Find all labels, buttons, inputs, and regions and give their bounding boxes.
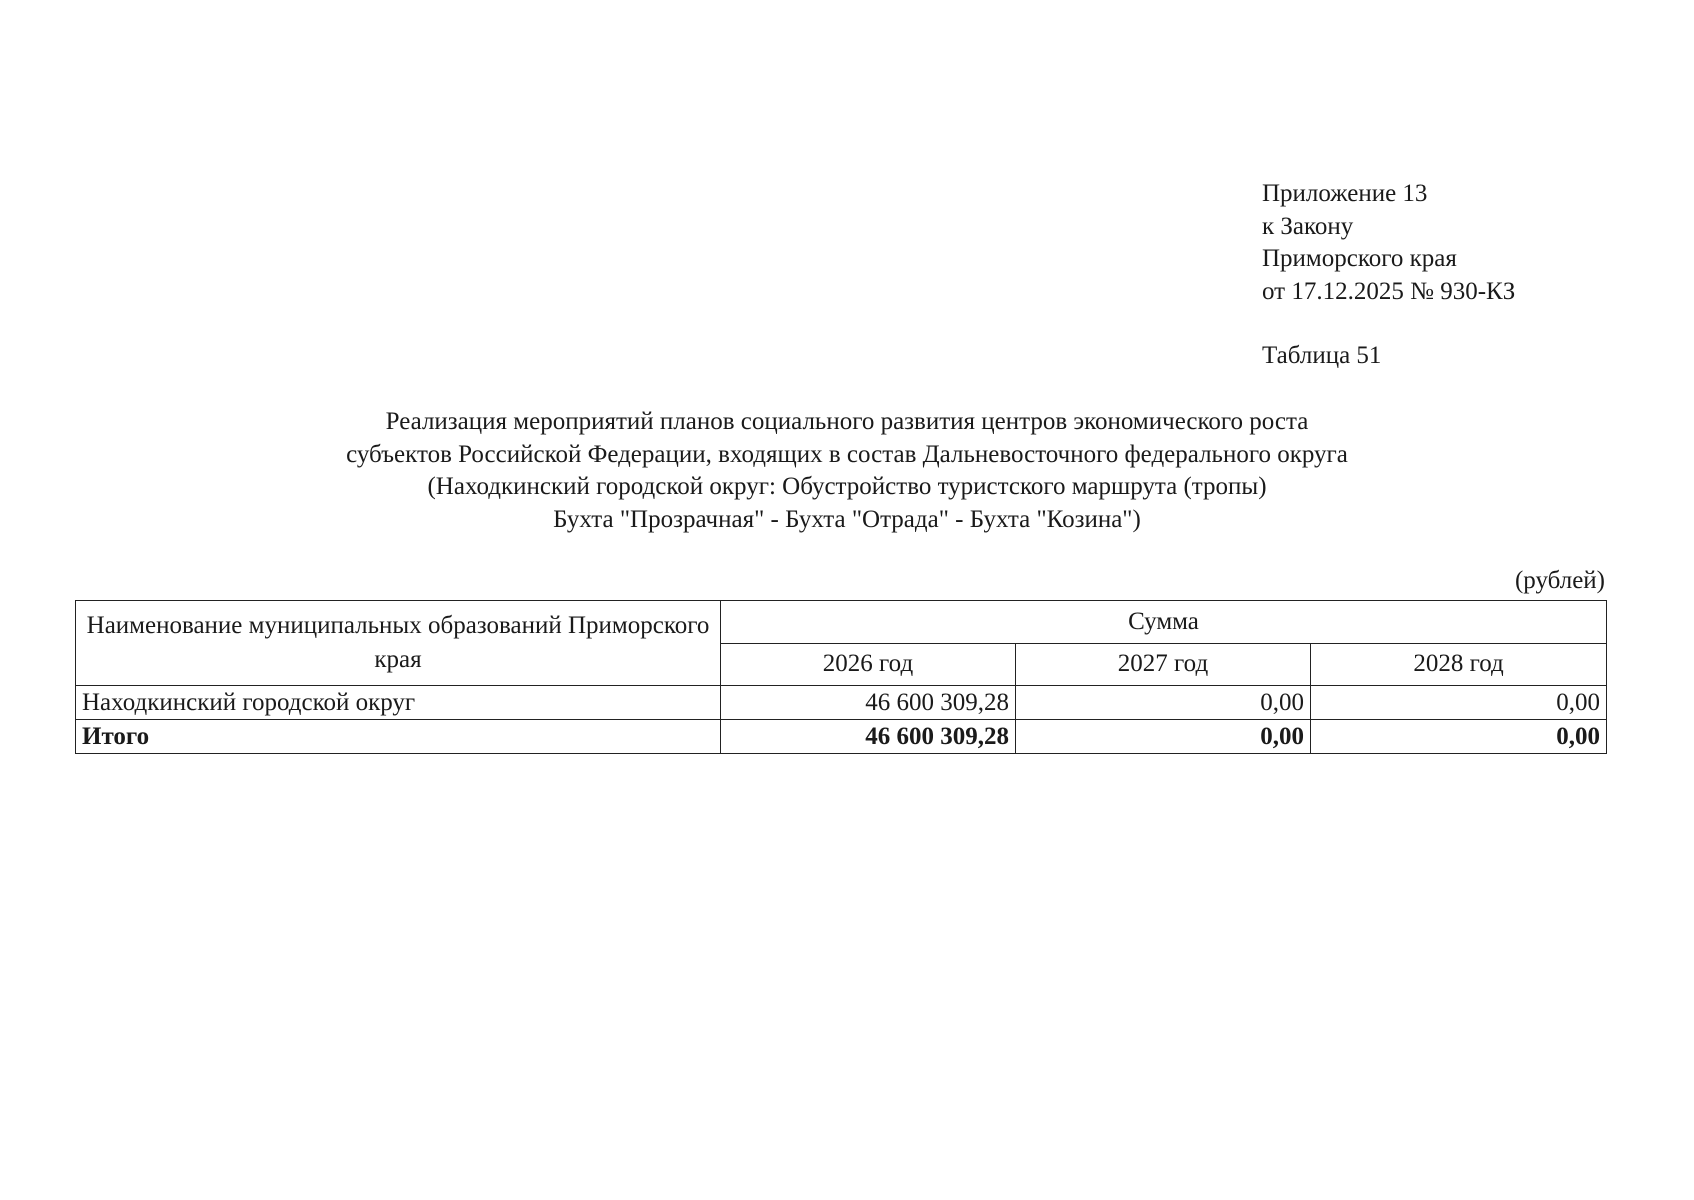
row-value-2026: 46 600 309,28 [721,686,1016,720]
header-sum: Сумма [721,601,1607,644]
total-row [76,720,1607,754]
total-value-2026: 46 600 309,28 [721,720,1016,754]
table-number: Таблица 51 [1262,342,1382,369]
title-line: (Находкинский городской округ: Обустройство туристского маршрута (тропы) [427,473,1267,500]
total-name: Итого [76,720,721,754]
header-year-2028: 2028 год [1311,643,1607,686]
header-year-2027: 2027 год [1016,643,1311,686]
row-value-2028: 0,00 [1311,686,1607,720]
appendix-line: Приморского края [1262,245,1457,272]
document-title [0,406,1694,536]
budget-table [75,600,1607,754]
appendix-line: к Закону [1262,212,1354,240]
total-value-2028: 0,00 [1311,720,1607,754]
units-label: (рублей) [1514,567,1605,594]
appendix-line: от 17.12.2025 № 930-КЗ [1262,277,1516,305]
table-row [76,686,1607,720]
row-value-2027: 0,00 [1016,686,1311,720]
appendix-block [1262,178,1515,308]
title-line: Реализация мероприятий планов социального развития центров экономического роста [385,408,1309,435]
header-year-2026: 2026 год [721,643,1016,686]
appendix-line: Приложение 13 [1262,180,1428,207]
title-line: Бухта "Прозрачная" - Бухта "Отрада" - Бухта "Козина") [553,505,1141,533]
row-name: Находкинский городской округ [76,686,721,720]
title-line: субъектов Российской Федерации, входящих в состав Дальневосточного федерального округа [346,440,1348,468]
header-municipality: Наименование муниципальных образований Приморского края [76,601,721,686]
total-value-2027: 0,00 [1016,720,1311,754]
